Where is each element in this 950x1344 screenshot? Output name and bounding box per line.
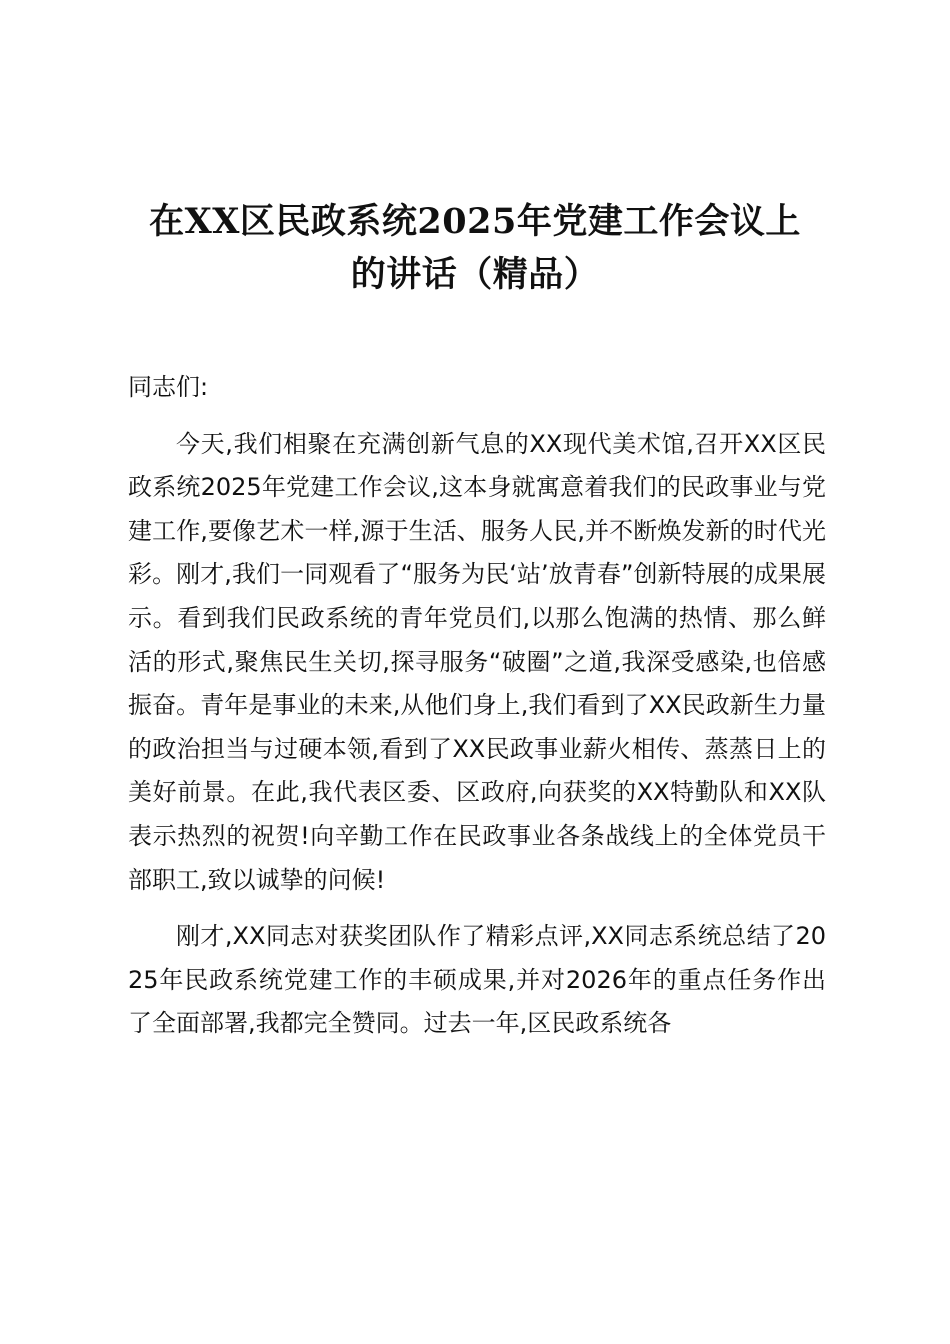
title-line-2: 的讲话（精品） — [350, 254, 600, 295]
salutation: 同志们: — [128, 373, 209, 401]
paragraph-1: 今天,我们相聚在充满创新气息的XX现代美术馆,召开XX区民政系统2025年党建工作会议,这本身就寓意着我们的民政事业与党建工作,要像艺术一样,源于生活、服务人民,并不断焕发新的时代光彩。刚才,我们一同观看了“服务为民‘站’放青春”创新特展的成果展示。看到我们民政系统的青年党员们,以那么饱满的热情、那么鲜活的形式,聚焦民生关切,探寻服务“破圈”之道,我深受感染,也倍感振奋。青年是事业的未来,从他们身上,我们看到了XX民政新生力量的政治担当与过硬本领,看到了XX民政事业薪火相传、蒸蒸日上的美好前景。在此,我代表区委、区政府,向获奖的XX特勤队和XX队表示热烈的祝贺!向辛勤工作在民政事业各条战线上的全体党员干部职工,致以诚挚的问候! — [128, 429, 826, 894]
paragraph-2: 刚才,XX同志对获奖团队作了精彩点评,XX同志系统总结了2025年民政系统党建工作的丰硕成果,并对2026年的重点任务作出了全面部署,我都完全赞同。过去一年,区民政系统各 — [128, 922, 826, 1038]
title-line-1: 在XX区民政系统2025年党建工作会议上 — [149, 201, 801, 242]
document-title — [120, 195, 830, 301]
document-body — [128, 366, 826, 1059]
